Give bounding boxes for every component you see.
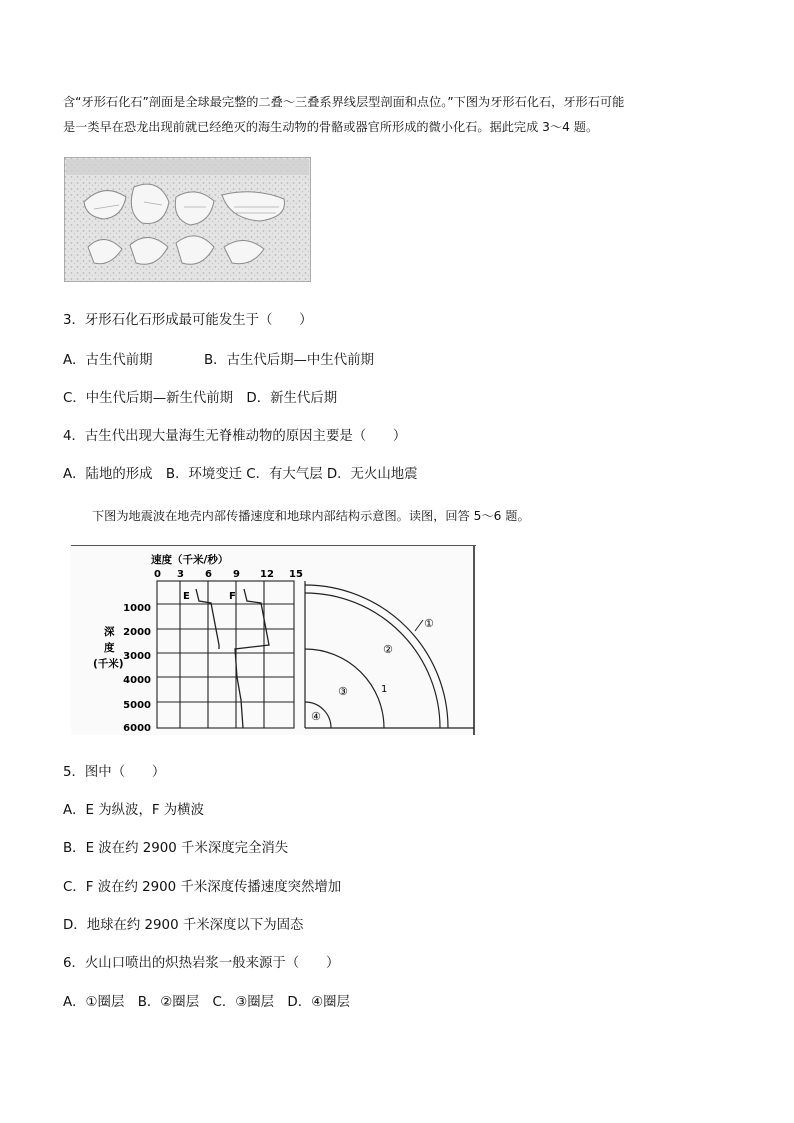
question-3-option-b: B．古生代后期—中生代前期 [204,353,374,368]
depth-tick: 5000 [123,700,151,711]
svg-text:(千米): (千米) [93,658,124,670]
layer-2-label: ② [383,643,393,656]
passage-intro-2: 下图为地震波在地壳内部传播速度和地球内部结构示意图。读图，回答 5～6 题。 [92,509,530,523]
passage-line-1: 含“牙形石化石”剖面是全球最完整的二叠～三叠系界线层型剖面和点位。”下图为牙形石化石，牙形石可能 [63,95,625,109]
speed-axis-title: 速度（千米/秒） [151,554,229,566]
speed-tick: 0 [154,569,161,580]
question-5-stem: 5．图中（ ） [63,765,166,780]
depth-tick: 1000 [123,603,151,614]
depth-tick: 2000 [123,627,151,638]
layer-3-label: ③ [338,685,348,698]
question-5-option-b: B．E 波在约 2900 千米深度完全消失 [63,841,289,856]
depth-tick: 3000 [123,651,151,662]
question-5-option-d: D．地球在约 2900 千米深度以下为固态 [63,918,304,933]
svg-text:度: 度 [104,642,115,654]
speed-tick: 15 [289,569,303,580]
question-5-option-c: C．F 波在约 2900 千米深度传播速度突然增加 [63,880,342,895]
question-4-stem: 4．古生代出现大量海生无脊椎动物的原因主要是（ ） [63,429,407,444]
question-6-options: A．①圈层 B．②圈层 C．③圈层 D．④圈层 [63,995,350,1010]
passage-line-2: 是一类早在恐龙出现前就已经绝灭的海生动物的骨骼或器官所形成的微小化石。据此完成 3～4 题。 [63,120,599,134]
question-5-option-a: A．E 为纵波，F 为横波 [63,803,204,818]
question-3-option-a: A．古生代前期 [63,353,153,368]
question-3-options-c-d: C．中生代后期—新生代前期 D．新生代后期 [63,391,338,406]
wave-f-label: F [229,591,236,602]
depth-tick: 4000 [123,675,151,686]
speed-tick: 6 [205,569,212,580]
question-4-options: A．陆地的形成 B．环境变迁 C．有大气层 D．无火山地震 [63,467,418,482]
svg-text:深: 深 [104,626,115,638]
layer-1-label: ① [424,617,434,630]
conodont-fossil-image [64,157,311,282]
seismic-wave-diagram [71,545,476,735]
speed-tick: 3 [177,569,184,580]
wave-e-label: E [183,591,190,602]
question-6-stem: 6．火山口喷出的炽热岩浆一般来源于（ ） [63,956,340,971]
layer-4-label: ④ [311,710,321,723]
depth-tick: 6000 [123,723,151,734]
speed-tick: 12 [260,569,274,580]
question-3-stem: 3．牙形石化石形成最可能发生于（ ） [63,313,313,328]
boundary-mark: 1 [381,684,388,695]
speed-tick: 9 [233,569,240,580]
